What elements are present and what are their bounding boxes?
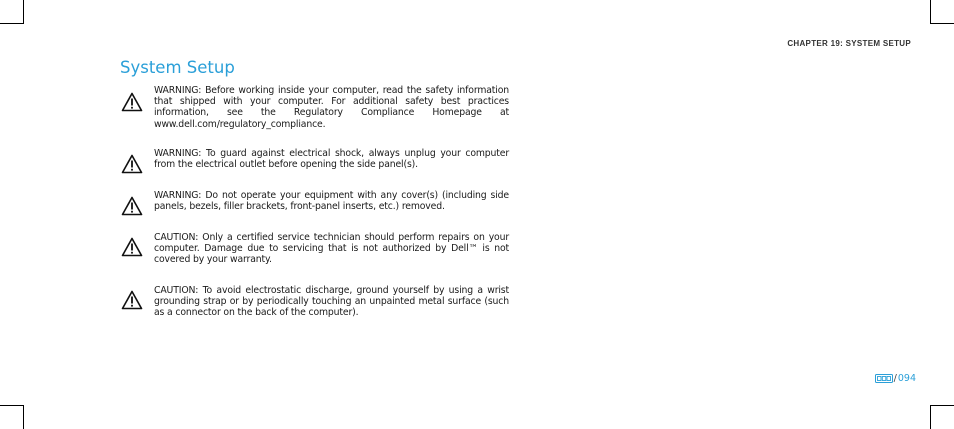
crop-mark xyxy=(0,23,24,24)
page-footer xyxy=(875,373,916,384)
crop-mark xyxy=(930,405,954,406)
notice-text: WARNING: Before working inside your computer, read the safety information that shipped with your computer. For additional safety best practices information, see the Regulatory Compliance Homepage at www.dell.com/regulatory_compliance. xyxy=(154,85,509,130)
crop-mark xyxy=(930,0,931,24)
crop-mark xyxy=(23,0,24,24)
crop-mark xyxy=(930,23,954,24)
page-title: System Setup xyxy=(120,58,235,77)
warning-triangle-icon xyxy=(121,92,143,112)
warning-triangle-icon xyxy=(121,237,143,257)
chapter-heading: CHAPTER 19: SYSTEM SETUP xyxy=(787,39,911,48)
page-separator: / xyxy=(893,373,897,384)
brand-logo-icon xyxy=(875,374,893,383)
crop-mark xyxy=(0,405,24,406)
warning-triangle-icon xyxy=(121,154,143,174)
page-number: 094 xyxy=(897,373,916,384)
notice-text: WARNING: To guard against electrical shock, always unplug your computer from the electrical outlet before opening the side panel(s). xyxy=(154,148,509,171)
notice-text: CAUTION: To avoid electrostatic discharge, ground yourself by using a wrist grounding strap or by periodically touching an unpainted metal surface (such as a connector on the back of the computer). xyxy=(154,285,509,319)
notice-text: CAUTION: Only a certified service technician should perform repairs on your computer. Damage due to servicing that is not authorized by Dell™ is not covered by your warranty. xyxy=(154,232,509,266)
warning-triangle-icon xyxy=(121,196,143,216)
warning-triangle-icon xyxy=(121,290,143,310)
notice-text: WARNING: Do not operate your equipment with any cover(s) (including side panels, bezels, filler brackets, front-panel inserts, etc.) removed. xyxy=(154,190,509,213)
crop-mark xyxy=(23,405,24,429)
crop-mark xyxy=(930,405,931,429)
